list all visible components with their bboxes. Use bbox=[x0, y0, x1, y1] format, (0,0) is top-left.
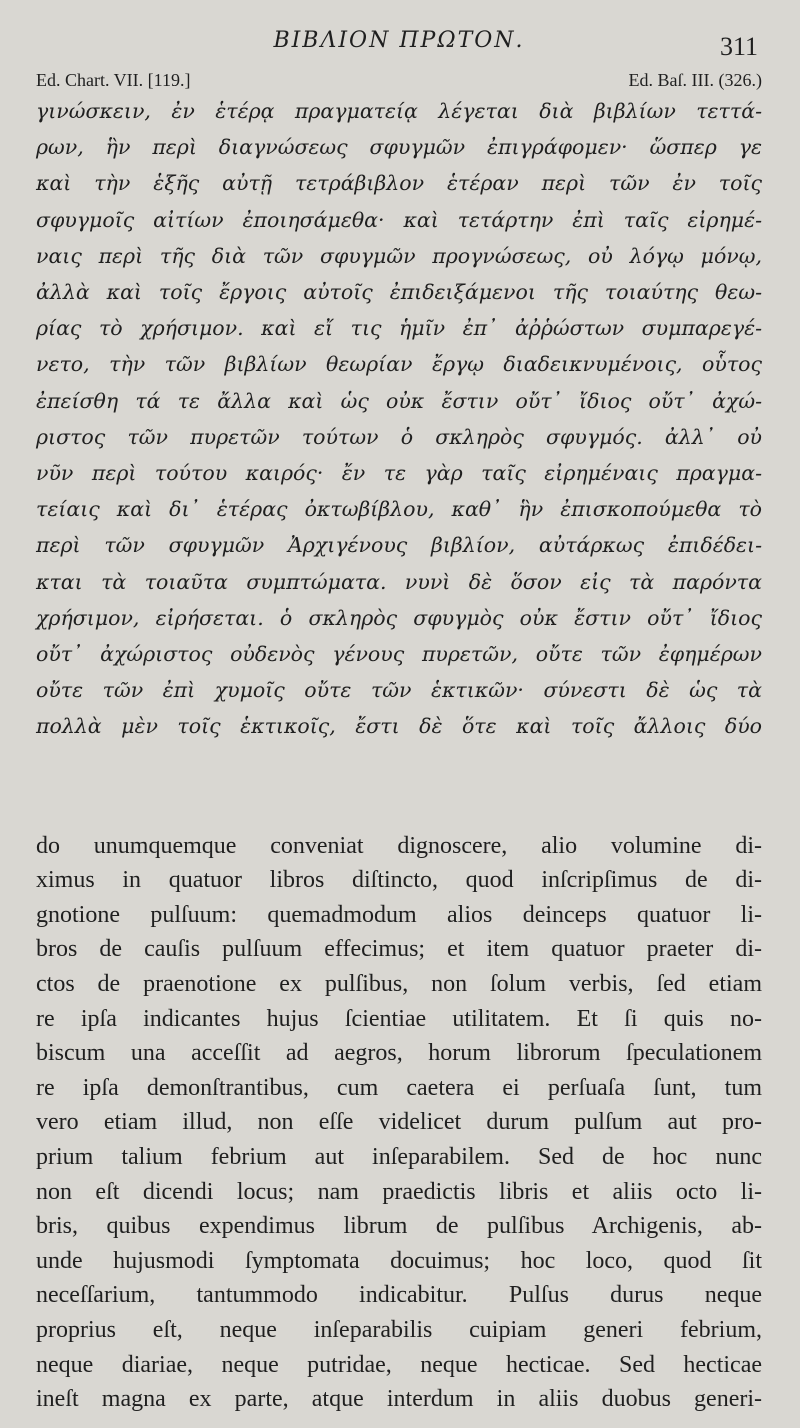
latin-line: biscum una acceſſit ad aegros, horum librorum ſpeculationem bbox=[36, 1040, 762, 1067]
latin-text-block bbox=[36, 829, 762, 1417]
latin-line: prium talium febrium aut inſeparabilem. Sed de hoc nunc bbox=[36, 1144, 762, 1170]
latin-line: do unumquemque conveniat dignoscere, alio volumine di- bbox=[36, 832, 762, 859]
greek-line: ρίας τὸ χρήσιμον. καὶ εἴ τις ἡμῖν ἐπ᾽ ἀῤῥώστων συμπαρεγέ- bbox=[36, 316, 762, 341]
latin-line: ineſt magna ex parte, atque interdum in aliis duobus generi- bbox=[36, 1386, 762, 1413]
edition-right: Ed. Baſ. III. (326.) bbox=[628, 70, 762, 90]
greek-line: περὶ τῶν σφυγμῶν Ἀρχιγένους βιβλίον, αὐτάρκως ἐπιδέδει- bbox=[36, 533, 762, 558]
latin-line: ctos de praenotione ex pulſibus, non ſolum verbis, ſed etiam bbox=[36, 971, 762, 998]
greek-line: σφυγμοῖς αἰτίων ἐποιησάμεθα· καὶ τετάρτην ἐπὶ ταῖς εἰρημέ- bbox=[36, 207, 762, 232]
latin-line: re ipſa demonſtrantibus, cum caetera ei perſuaſa ſunt, tum bbox=[36, 1074, 762, 1101]
greek-line: ριστος τῶν πυρετῶν τούτων ὁ σκληρὸς σφυγμός. ἀλλ᾽ οὐ bbox=[36, 424, 762, 449]
latin-line: vero etiam illud, non eſſe videlicet durum pulſum aut pro- bbox=[36, 1109, 762, 1136]
latin-line: neque diariae, neque putridae, neque hecticae. Sed hecticae bbox=[36, 1351, 762, 1378]
greek-line: καὶ τὴν ἑξῆς αὐτῇ τετράβιβλον ἑτέραν περὶ τῶν ἐν τοῖς bbox=[36, 171, 762, 196]
greek-line: κται τὰ τοιαῦτα συμπτώματα. νυνὶ δὲ ὅσον εἰς τὰ παρόντα bbox=[36, 569, 762, 594]
latin-line: proprius eſt, neque inſeparabilis cuipiam generi febrium, bbox=[36, 1316, 762, 1343]
greek-line: οὔτε τῶν ἐπὶ χυμοῖς οὔτε τῶν ἑκτικῶν· σύνεστι δὲ ὡς τὰ bbox=[36, 678, 762, 703]
edition-line bbox=[36, 70, 762, 91]
latin-line: ximus in quatuor libros diſtincto, quod inſcripſimus de di- bbox=[36, 867, 762, 894]
latin-line: neceſſarium, tantummodo indicabitur. Pulſus durus neque bbox=[36, 1282, 762, 1309]
greek-line: ἐπείσθη τά τε ἄλλα καὶ ὡς οὐκ ἔστιν οὔτ᾽ ἴδιος οὔτ᾽ ἀχώ- bbox=[36, 388, 762, 413]
greek-line: τείαις καὶ δι᾽ ἑτέρας ὀκτωβίβλου, καθ᾽ ἣν ἐπισκοπούμεθα τὸ bbox=[36, 497, 762, 522]
latin-line: bris, quibus expendimus librum de pulſibus Archigenis, ab- bbox=[36, 1213, 762, 1240]
running-title: ΒΙΒΛΙΟΝ ΠΡΩΤΟΝ. bbox=[273, 28, 525, 53]
greek-line: ἀλλὰ καὶ τοῖς ἔργοις αὐτοῖς ἐπιδειξάμενοι τῆς τοιαύτης θεω- bbox=[36, 280, 762, 305]
page-number: 311 bbox=[719, 32, 758, 61]
greek-line: ναις περὶ τῆς διὰ τῶν σφυγμῶν προγνώσεως, οὐ λόγῳ μόνῳ, bbox=[36, 243, 762, 268]
latin-line: non eſt dicendi locus; nam praedictis libris et aliis octo li- bbox=[36, 1178, 762, 1205]
greek-line: οὔτ᾽ ἀχώριστος οὐδενὸς γένους πυρετῶν, οὔτε τῶν ἐφημέρων bbox=[36, 642, 762, 667]
greek-line: ρων, ἣν περὶ διαγνώσεως σφυγμῶν ἐπιγράφομεν· ὥσπερ γε bbox=[36, 135, 762, 160]
running-head bbox=[36, 28, 762, 72]
greek-text-block bbox=[36, 93, 762, 745]
latin-line: bros de cauſis pulſuum effecimus; et item quatuor praeter di- bbox=[36, 936, 762, 963]
section-gap bbox=[36, 745, 762, 829]
greek-line: χρήσιμον, εἰρήσεται. ὁ σκληρὸς σφυγμὸς οὐκ ἔστιν οὔτ᾽ ἴδιος bbox=[36, 605, 762, 630]
greek-line: γινώσκειν, ἐν ἑτέρᾳ πραγματείᾳ λέγεται διὰ βιβλίων τεττά- bbox=[36, 99, 762, 123]
latin-line: unde hujusmodi ſymptomata docuimus; hoc loco, quod ſit bbox=[36, 1247, 762, 1274]
edition-left: Ed. Chart. VII. [119.] bbox=[36, 70, 191, 90]
latin-line: gnotione pulſuum: quemadmodum alios deinceps quatuor li- bbox=[36, 901, 762, 928]
greek-line: νετο, τὴν τῶν βιβλίων θεωρίαν ἔργῳ διαδεικνυμένοις, οὗτος bbox=[36, 352, 762, 377]
greek-line: πολλὰ μὲν τοῖς ἑκτικοῖς, ἔστι δὲ ὅτε καὶ τοῖς ἄλλοις δύο bbox=[36, 714, 762, 739]
greek-line: νῦν περὶ τούτου καιρός· ἔν τε γὰρ ταῖς εἰρημέναις πραγμα- bbox=[36, 461, 762, 486]
latin-line: re ipſa indicantes hujus ſcientiae utilitatem. Et ſi quis no- bbox=[36, 1005, 762, 1032]
